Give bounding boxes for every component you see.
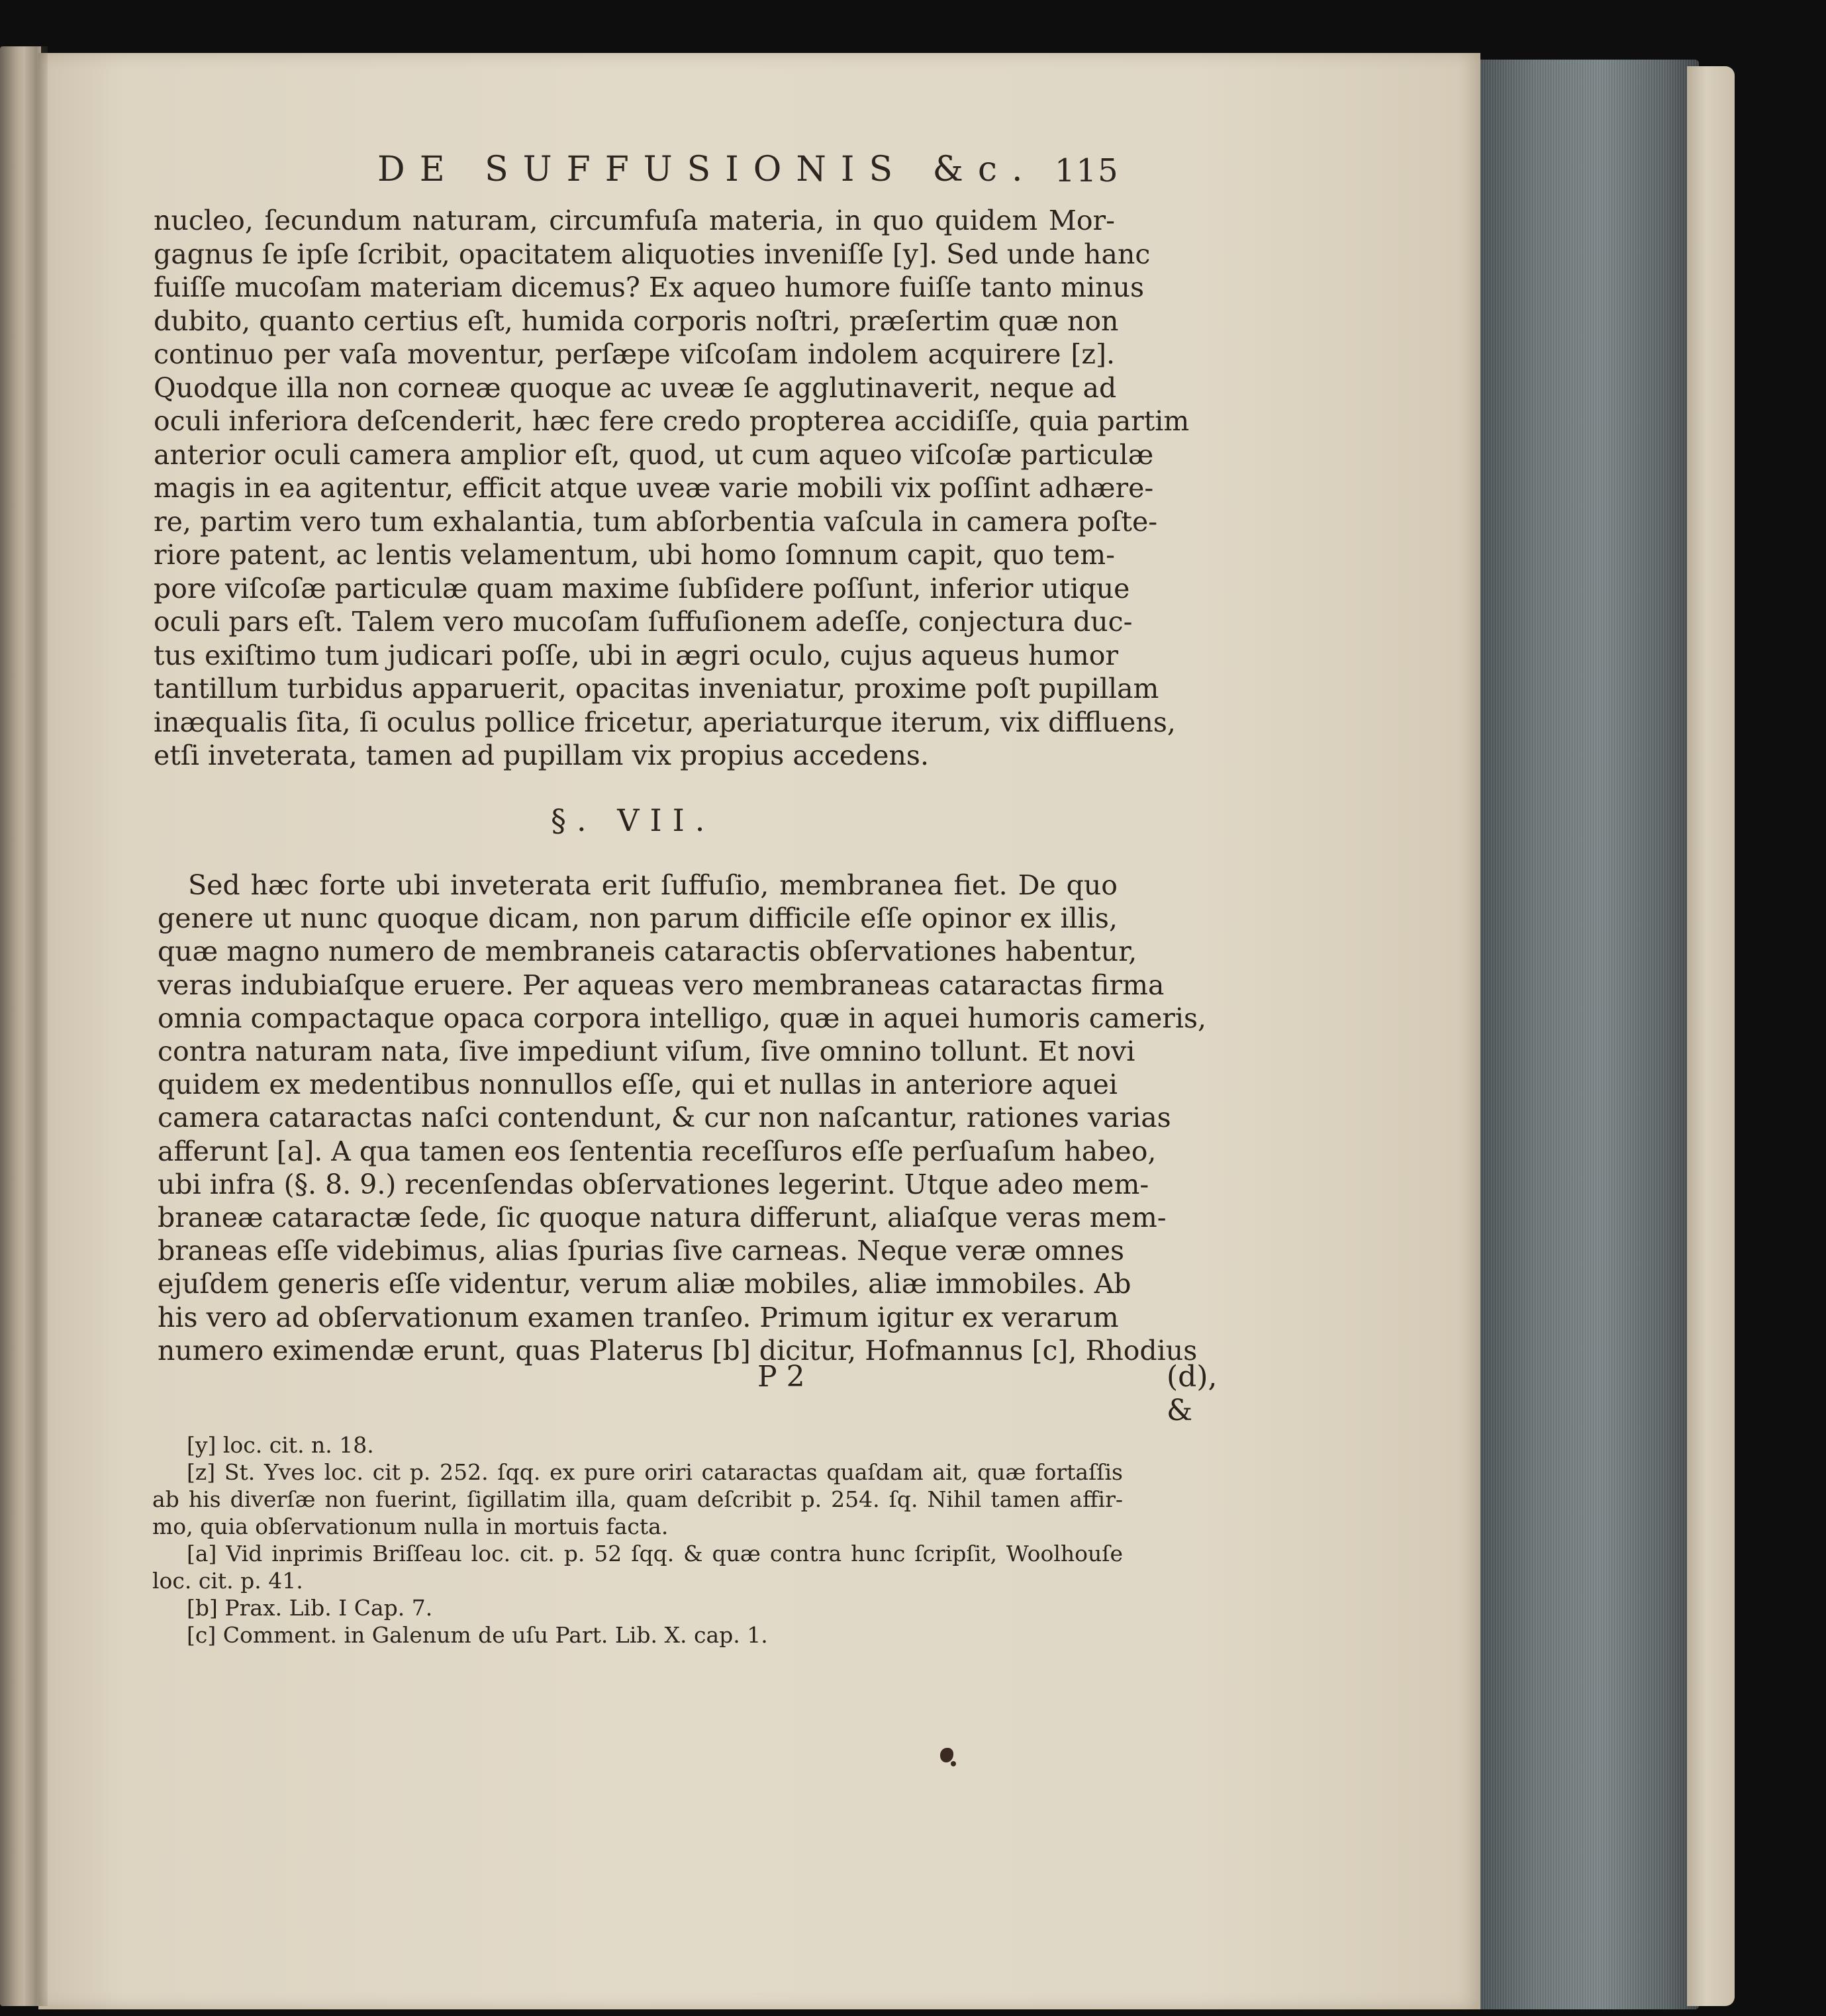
text-line: braneas eſſe videbimus, alias ſpurias ſive carneas. Neque veræ omnes bbox=[158, 1235, 1125, 1267]
text-line: dubito, quanto certius eſt, humida corporis noſtri, præſertim quæ non bbox=[154, 305, 1119, 337]
footnote-line: [y] loc. cit. n. 18. bbox=[187, 1432, 374, 1458]
text-line: Quodque illa non corneæ quoque ac uveæ ſe agglutinaverit, neque ad bbox=[154, 371, 1117, 404]
text-line: continuo per vaſa moventur, perſæpe viſcoſam indolem acquirere [z]. bbox=[154, 338, 1115, 370]
text-line: inæqualis ſita, ſi oculus pollice fricetur, aperiaturque iterum, vix diffluens, bbox=[154, 706, 1176, 738]
text-line: etſi inveterata, tamen ad pupillam vix propius accedens. bbox=[154, 740, 930, 771]
page-footer bbox=[154, 1360, 1218, 1427]
text-line: oculi pars eſt. Talem vero mucoſam ſuffuſionem adeſſe, conjectura duc- bbox=[154, 606, 1133, 638]
footnote-line: mo, quia obſervationum nulla in mortuis facta. bbox=[152, 1513, 669, 1539]
text-line: quidem ex medentibus nonnullos eſſe, qui et nullas in anteriore aquei bbox=[158, 1069, 1118, 1101]
text-line: ejuſdem generis eſſe videntur, verum aliæ mobiles, aliæ immobiles. Ab bbox=[158, 1268, 1131, 1300]
footnote-line: [b] Prax. Lib. I Cap. 7. bbox=[187, 1595, 433, 1621]
ink-stain-small bbox=[951, 1761, 956, 1766]
text-line: tantillum turbidus apparuerit, opacitas inveniatur, proxime poſt pupillam bbox=[154, 673, 1159, 704]
text-line: fuiſſe mucoſam materiam dicemus? Ex aqueo humore fuiſſe tanto minus bbox=[154, 271, 1144, 303]
signature-mark: P 2 bbox=[757, 1360, 805, 1394]
text-line: omnia compactaque opaca corpora intelligo, quæ in aquei humoris cameris, bbox=[158, 1002, 1207, 1034]
text-line: oculi inferiora deſcenderit, hæc fere credo propterea accidiſſe, quia partim bbox=[154, 405, 1190, 437]
text-line: anterior oculi camera amplior eſt, quod, ut cum aqueo viſcoſæ particulæ bbox=[154, 438, 1154, 471]
page-header bbox=[377, 150, 1120, 196]
footnote-line: [c] Comment. in Galenum de uſu Part. Lib. X. cap. 1. bbox=[187, 1622, 768, 1648]
catchword: (d), & bbox=[1167, 1360, 1218, 1427]
section-heading: §. VII. bbox=[551, 802, 716, 838]
text-line: his vero ad obſervationum examen tranſeo. Primum igitur ex verarum bbox=[158, 1301, 1119, 1333]
text-line: tus exiſtimo tum judicari poſſe, ubi in ægri oculo, cujus aqueus humor bbox=[154, 639, 1119, 671]
text-line: quæ magno numero de membraneis cataractis obſervationes habentur, bbox=[158, 936, 1137, 968]
page-block-edges bbox=[1480, 60, 1699, 2009]
text-line: ubi infra (§. 8. 9.) recenſendas obſervationes legerint. Utque adeo mem- bbox=[158, 1168, 1149, 1200]
text-line: magis in ea agitentur, efficit atque uveæ varie mobili vix poſſint adhære- bbox=[154, 472, 1154, 504]
text-line: genere ut nunc quoque dicam, non parum difficile eſſe opinor ex illis, bbox=[158, 902, 1118, 935]
book-cover-edge bbox=[1687, 66, 1735, 2006]
text-line: Sed hæc forte ubi inveterata erit ſuffuſio, membranea fiet. De quo bbox=[188, 869, 1118, 901]
text-line: contra naturam nata, ſive impediunt viſum, ſive omnino tollunt. Et novi bbox=[158, 1035, 1135, 1068]
paragraph-2 bbox=[158, 869, 1207, 1367]
text-line: braneæ cataractæ ſede, ſic quoque natura differunt, aliaſque veras mem- bbox=[158, 1202, 1167, 1234]
footnote-line: ab his diverſæ non fuerint, ſigillatim illa, quam deſcribit p. 254. ſq. Nihil tamen affir- bbox=[152, 1486, 1123, 1512]
footnote-line: [a] Vid inprimis Briſſeau loc. cit. p. 52 ſqq. & quæ contra hunc ſcripſit, Woolhouſe bbox=[187, 1541, 1123, 1566]
text-line: afferunt [a]. A qua tamen eos ſententia receſſuros eſſe perſuaſum habeo, bbox=[158, 1135, 1157, 1167]
footnotes bbox=[152, 1431, 1123, 1649]
page-number: 115 bbox=[1055, 152, 1120, 189]
text-line: nucleo, ſecundum naturam, circumfuſa materia, in quo quidem Mor- bbox=[154, 205, 1115, 236]
paragraph-1-lines bbox=[154, 204, 1190, 773]
footnote-line: [z] St. Yves loc. cit p. 252. ſqq. ex pure oriri cataractas quaſdam ait, quæ fortaſſis bbox=[187, 1459, 1123, 1485]
text-line: numero eximendæ erunt, quas Platerus [b] dicitur, Hofmannus [c], Rhodius bbox=[158, 1334, 1198, 1367]
footnote-line: loc. cit. p. 41. bbox=[152, 1568, 303, 1594]
text-line: pore viſcoſæ particulæ quam maxime ſubſidere poſſunt, inferior utique bbox=[154, 572, 1130, 604]
text-line: riore patent, ac lentis velamentum, ubi homo ſomnum capit, quo tem- bbox=[154, 539, 1115, 571]
text-line: gagnus ſe ipſe ſcribit, opacitatem aliquoties inveniſſe [y]. Sed unde hanc bbox=[154, 238, 1151, 270]
paragraph-1 bbox=[154, 204, 1190, 773]
text-line: re, partim vero tum exhalantia, tum abſorbentia vaſcula in camera poſte- bbox=[154, 505, 1158, 538]
text-line: camera cataractas naſci contendunt, & cur non naſcantur, rationes varias bbox=[158, 1102, 1171, 1134]
gutter-shadow bbox=[25, 46, 48, 2006]
running-head: DE SUFFUSIONIS &c. bbox=[377, 150, 1037, 189]
text-line: veras indubiaſque eruere. Per aqueas vero membraneas cataractas firma bbox=[158, 969, 1165, 1001]
